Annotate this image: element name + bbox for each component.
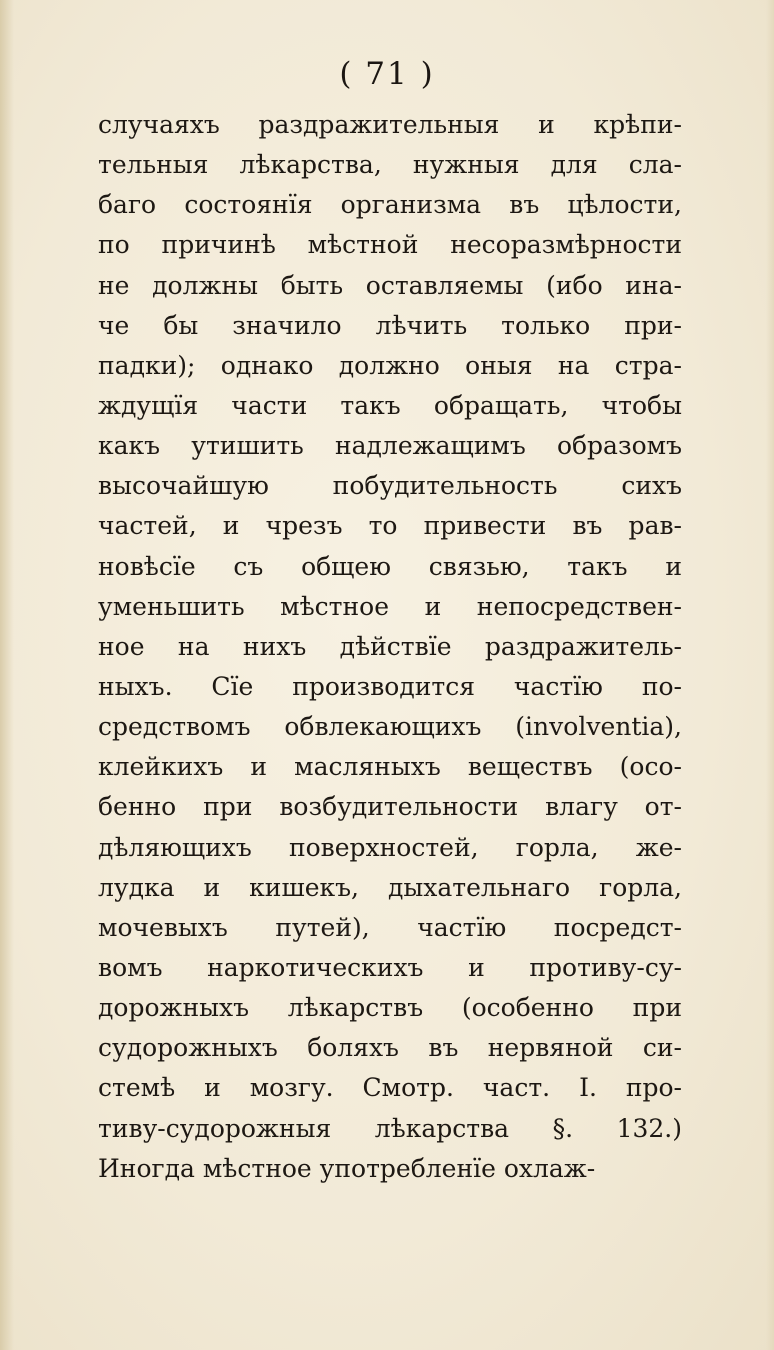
text-line: ное на нихъ дѣйствїе раздражитель- — [98, 631, 682, 661]
text-line: средствомъ обвлекающихъ (involventia), — [98, 712, 682, 742]
text-line: не должны быть оставляемы (ибо ина- — [98, 270, 682, 300]
text-line: какъ утишить надлежащимъ образомъ — [98, 431, 682, 461]
text-line: ныхъ. Сїе производится частїю по- — [98, 671, 682, 701]
text-line: дѣляющихъ поверхностей, горла, же- — [98, 832, 682, 862]
text-line: ждущїя части такъ обращать, чтобы — [98, 390, 682, 420]
text-line: Иногда мѣстное употребленїе охлаж- — [98, 1153, 596, 1183]
text-line: тиву-судорожныя лѣкарства §. 132.) — [98, 1113, 682, 1143]
text-line: по причинѣ мѣстной несоразмѣрности — [98, 230, 682, 260]
page-shadow-left — [0, 0, 14, 1350]
page-number: ( 71 ) — [339, 56, 435, 92]
text-line: высочайшую побудительность сихъ — [98, 471, 682, 501]
text-line: стемѣ и мозгу. Смотр. част. I. про- — [98, 1073, 682, 1103]
text-line: случаяхъ раздражительныя и крѣпи- — [98, 110, 682, 139]
text-line: тельныя лѣкарства, нужныя для сла- — [98, 150, 682, 180]
text-line: лудка и кишекъ, дыхательнаго горла, — [98, 872, 682, 902]
text-line: падки); однако должно оныя на стра- — [98, 350, 682, 380]
text-line: бенно при возбудительности влагу от- — [98, 792, 682, 822]
text-line: новѣсїе съ общею связью, такъ и — [98, 551, 682, 581]
body-text — [98, 105, 682, 1189]
text-line: вомъ наркотическихъ и противу-су- — [98, 952, 682, 982]
text-line: частей, и чрезъ то привести въ рав- — [98, 511, 682, 541]
text-line: че бы значило лѣчить только при- — [98, 310, 682, 340]
text-line: судорожныхъ боляхъ въ нервяной си- — [98, 1033, 682, 1063]
page-shadow-right — [766, 0, 774, 1350]
text-line: уменьшить мѣстное и непосредствен- — [98, 591, 682, 621]
text-line: баго состоянїя организма въ цѣлости, — [98, 190, 682, 220]
text-line: мочевыхъ путей), частїю посредст- — [98, 912, 682, 942]
text-line: дорожныхъ лѣкарствъ (особенно при — [98, 993, 682, 1023]
text-line: клейкихъ и масляныхъ веществъ (осо- — [98, 752, 682, 782]
